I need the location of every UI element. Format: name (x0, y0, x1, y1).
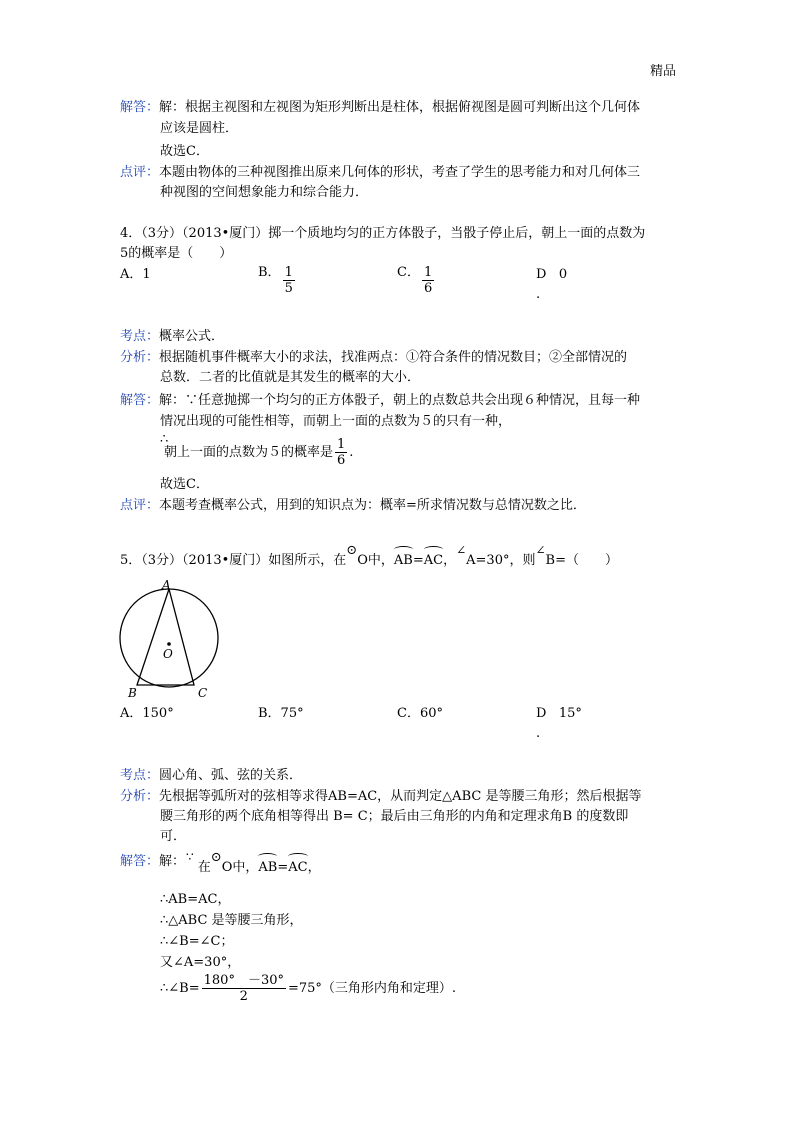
q5-eq: = (412, 553, 424, 568)
fig-label-b: B (128, 686, 137, 700)
q4-answer-end: . (349, 445, 354, 460)
answer-tag: 解答： (120, 100, 160, 115)
because-symbol-icon: ∵ (186, 850, 194, 864)
point-tag: 考点： (120, 329, 160, 344)
answer-tag: 解答： (120, 854, 160, 869)
circle-triangle-figure (112, 578, 228, 702)
q5-answer-line6-suffix: =75°（三角形内角和定理）. (287, 981, 457, 996)
q5-stem (120, 543, 618, 571)
q4-answer-frac-den: 6 (337, 453, 346, 468)
circle-outline (120, 589, 218, 687)
q5-arc-ab: AB (394, 548, 413, 571)
q5-answer-line1 (120, 852, 185, 872)
q5-option-d-letter: D (536, 706, 547, 721)
q4-answer-line3-text: 朝上一面的点数为５的概率是 (164, 445, 334, 460)
point-tag: 考点： (120, 768, 160, 783)
q5-answer-line6-prefix: ∴∠ (160, 981, 180, 996)
q5-stem-o: O中， (357, 553, 394, 568)
q4-answer-line2: 情况出现的可能性相等，而朝上一面的点数为５的只有一种， (160, 414, 512, 429)
q5-option-d (536, 704, 582, 724)
comment-tag: 点评： (120, 498, 160, 513)
q3-answer-line2: 应该是圆柱． (160, 121, 239, 136)
q4-option-b (258, 265, 297, 296)
q4-answer-text: 解：∵任意抛掷一个均匀的正方体骰子，朝上的点数总共会出现６种情况，且每一种 (159, 393, 641, 408)
fig-label-a: A (162, 578, 171, 592)
q4-stem-line2: 5的概率是（ ） (120, 246, 233, 261)
q4-analysis-text: 根据随机事件概率大小的求法，找准两点：①符合条件的情况数目；②全部情况的 (159, 350, 628, 365)
q4-option-c (397, 265, 436, 296)
q5-answer-line6-b: B= (179, 981, 200, 996)
angle-symbol-icon: ∠ (535, 543, 546, 557)
q5-answer-line2: ∴AB=AC， (160, 892, 231, 907)
q5-answer-arc-ab: AB (258, 855, 277, 878)
q4-answer-frac-num: 1 (337, 437, 346, 452)
q4-therefore: ∴ (160, 432, 169, 447)
q4-stem-line1: 4．（3分）（2013•厦门）掷一个质地均匀的正方体骰子，当骰子停止后，朝上一面的点数为 (120, 226, 646, 241)
answer-tag: 解答： (120, 393, 160, 408)
q4-choose: 故选C． (160, 477, 209, 492)
analysis-tag: 分析： (120, 350, 160, 365)
header-label: 精品 (650, 64, 677, 79)
q4-comment (120, 496, 586, 516)
q5-answer-line3: ∴△ABC 是等腰三角形， (160, 913, 303, 928)
q5-answer-comma: ， (307, 860, 321, 875)
q5-answer-o: O中， (221, 860, 259, 875)
q5-option-c: C．60° (397, 706, 443, 721)
q5-answer-eq: = (277, 860, 289, 875)
q4-option-b-den: 5 (284, 281, 293, 296)
q5-analysis-line1 (120, 787, 641, 807)
q3-comment-line1 (120, 163, 640, 183)
q5-point-text: 圆心角、弧、弦的关系． (159, 768, 303, 783)
q3-comment-line2: 种视图的空间想象能力和综合能力． (160, 185, 369, 200)
q5-answer-in: 在 (197, 860, 211, 875)
q4-option-a: A．1 (120, 267, 151, 282)
q4-option-c-den: 6 (423, 281, 433, 296)
q5-analysis-line2: 腰三角形的两个底角相等得出 B= C；最后由三角形的内角和定理求角B 的度数即 (160, 809, 629, 824)
q5-analysis-line3: 可． (160, 829, 187, 844)
circle-symbol-icon: ⊙ (210, 850, 222, 865)
q5-stem-a: A=30°，则 (466, 553, 536, 568)
q4-option-c-prefix: C． (397, 265, 420, 280)
q5-answer-line5: 又∠A=30°， (160, 955, 241, 970)
q5-answer-frac-den: 2 (239, 989, 248, 1004)
q5-option-a: A．150° (120, 706, 174, 721)
q5-answer-because (186, 850, 321, 878)
q5-analysis-text: 先根据等弧所对的弦相等求得AB=AC，从而判定△ABC 是等腰三角形；然后根据等 (159, 789, 642, 804)
q5-option-d-dot: . (536, 726, 541, 741)
q4-option-d-dot: . (536, 287, 541, 302)
q4-option-d-value: 0 (558, 267, 568, 282)
q4-point-text: 概率公式． (159, 329, 225, 344)
q4-option-d-letter: D (536, 267, 547, 282)
q3-answer-line1 (120, 98, 640, 118)
center-point (167, 642, 171, 646)
q5-stem-prefix: 5．（3分）（2013•厦门）如图所示，在 (120, 553, 347, 568)
q5-answer-arc-ac: AC (288, 855, 307, 878)
q5-comma: ， (443, 553, 457, 568)
q4-comment-text: 本题考查概率公式，用到的知识点为：概率=所求情况数与总情况数之比． (159, 498, 586, 513)
q4-option-c-num: 1 (423, 265, 433, 280)
triangle-outline (137, 589, 194, 685)
q4-analysis-line2: 总数．二者的比值就是其发生的概率的大小． (160, 370, 421, 385)
fig-label-o: O (163, 647, 173, 661)
q4-analysis-line1 (120, 348, 627, 368)
q5-point (120, 766, 302, 786)
comment-tag: 点评： (120, 165, 160, 180)
angle-symbol-icon: ∠ (456, 543, 467, 557)
q3-answer-text: 解：根据主视图和左视图为矩形判断出是柱体，根据俯视图是圆可判断出这个几何体 (159, 100, 641, 115)
q5-answer-start: 解： (159, 854, 186, 869)
q4-answer-line1 (120, 391, 640, 411)
q5-option-b: B．75° (258, 706, 304, 721)
q3-choose: 故选C． (160, 144, 209, 159)
fig-label-c: C (198, 686, 208, 700)
analysis-tag: 分析： (120, 789, 160, 804)
q4-answer-line3 (164, 437, 353, 468)
q5-arc-ac: AC (424, 548, 443, 571)
q4-option-b-num: 1 (284, 265, 293, 280)
q3-comment-text: 本题由物体的三种视图推出原来几何体的形状，考查了学生的思考能力和对几何体三 (159, 165, 641, 180)
q4-option-d (536, 265, 567, 285)
q4-option-b-prefix: B． (258, 265, 281, 280)
q5-stem-b: B=（ ） (545, 553, 618, 568)
q4-point (120, 327, 224, 347)
q5-answer-line4: ∴∠B=∠C； (160, 934, 234, 949)
circle-symbol-icon: ⊙ (346, 543, 358, 558)
q5-answer-line6 (160, 973, 456, 1004)
q5-option-d-value: 15° (558, 706, 582, 721)
q5-answer-frac-num: 180° －30° (203, 973, 284, 988)
